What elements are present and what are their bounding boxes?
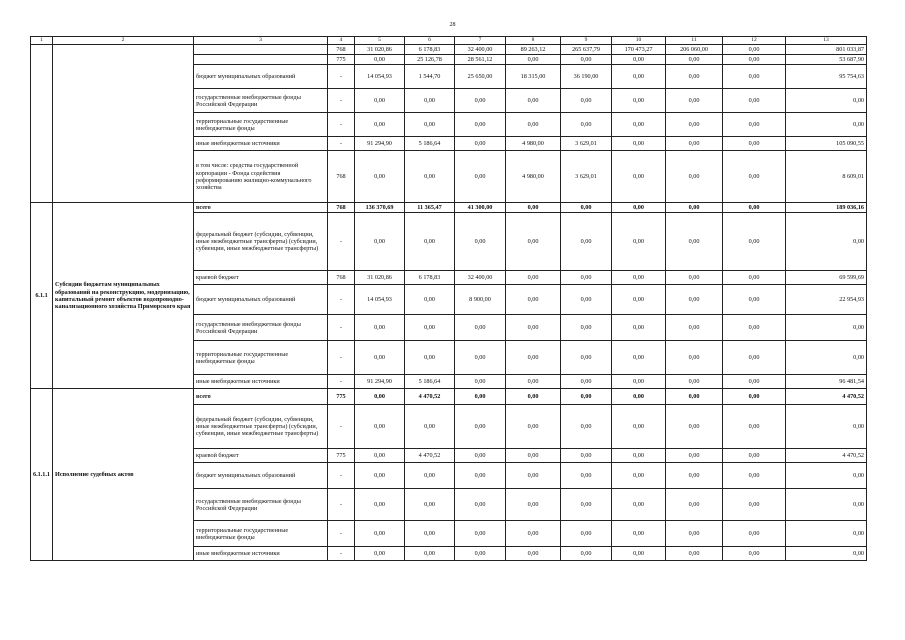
amount-cell: 0,00 <box>612 271 666 285</box>
amount-cell: 31 020,86 <box>355 45 405 55</box>
table-row <box>31 203 867 213</box>
amount-cell: 0,00 <box>405 489 455 521</box>
amount-cell: 0,00 <box>455 489 506 521</box>
budget-code: - <box>328 521 355 547</box>
amount-cell: 0,00 <box>666 55 723 65</box>
funding-source: государственные внебюджетные фонды Российской Федерации <box>194 89 328 113</box>
amount-cell: 0,00 <box>612 521 666 547</box>
amount-cell: 0,00 <box>723 213 786 271</box>
funding-source: государственные внебюджетные фонды Российской Федерации <box>194 489 328 521</box>
funding-source: государственные внебюджетные фонды Российской Федерации <box>194 315 328 341</box>
amount-cell: 0,00 <box>455 315 506 341</box>
amount-cell: 0,00 <box>455 547 506 561</box>
amount-cell: 0,00 <box>506 405 561 449</box>
table-row <box>31 389 867 405</box>
amount-cell: 0,00 <box>786 521 867 547</box>
amount-cell: 0,00 <box>723 65 786 89</box>
amount-cell: 0,00 <box>405 547 455 561</box>
column-header: 5 <box>355 37 405 45</box>
amount-cell: 0,00 <box>506 213 561 271</box>
budget-code: - <box>328 489 355 521</box>
measure-name: Исполнение судебных актов <box>53 389 194 561</box>
amount-cell: 105 090,55 <box>786 137 867 151</box>
amount-cell: 0,00 <box>561 521 612 547</box>
amount-cell: 0,00 <box>723 389 786 405</box>
amount-cell: 0,00 <box>723 113 786 137</box>
amount-cell: 0,00 <box>455 463 506 489</box>
amount-cell: 4 470,52 <box>405 389 455 405</box>
amount-cell: 801 033,87 <box>786 45 867 55</box>
funding-source: территориальные государственные внебюджетные фонды <box>194 113 328 137</box>
amount-cell: 6 178,83 <box>405 271 455 285</box>
amount-cell: 0,00 <box>786 315 867 341</box>
amount-cell: 0,00 <box>561 113 612 137</box>
amount-cell: 89 263,12 <box>506 45 561 55</box>
amount-cell: 6 178,83 <box>405 45 455 55</box>
amount-cell: 4 980,00 <box>506 151 561 203</box>
amount-cell: 0,00 <box>506 55 561 65</box>
budget-code: 775 <box>328 449 355 463</box>
amount-cell: 136 370,69 <box>355 203 405 213</box>
amount-cell: 0,00 <box>786 113 867 137</box>
measure-name <box>53 45 194 203</box>
amount-cell: 0,00 <box>666 65 723 89</box>
budget-code: 775 <box>328 389 355 405</box>
amount-cell: 0,00 <box>786 489 867 521</box>
budget-code: - <box>328 137 355 151</box>
amount-cell: 0,00 <box>405 151 455 203</box>
budget-code: - <box>328 405 355 449</box>
amount-cell: 0,00 <box>355 151 405 203</box>
amount-cell: 3 629,01 <box>561 151 612 203</box>
amount-cell: 0,00 <box>561 55 612 65</box>
budget-code: - <box>328 463 355 489</box>
header-row <box>31 37 867 45</box>
column-header: 13 <box>786 37 867 45</box>
amount-cell: 0,00 <box>723 405 786 449</box>
amount-cell: 91 294,90 <box>355 137 405 151</box>
amount-cell: 0,00 <box>355 449 405 463</box>
amount-cell: 0,00 <box>723 547 786 561</box>
amount-cell: 0,00 <box>723 489 786 521</box>
amount-cell: 95 754,63 <box>786 65 867 89</box>
amount-cell: 0,00 <box>455 89 506 113</box>
budget-code: - <box>328 113 355 137</box>
amount-cell: 0,00 <box>561 271 612 285</box>
amount-cell: 25 126,78 <box>405 55 455 65</box>
budget-code: 768 <box>328 271 355 285</box>
amount-cell: 0,00 <box>355 213 405 271</box>
amount-cell: 32 400,00 <box>455 271 506 285</box>
amount-cell: 0,00 <box>666 521 723 547</box>
amount-cell: 0,00 <box>612 463 666 489</box>
amount-cell: 0,00 <box>723 449 786 463</box>
amount-cell: 0,00 <box>405 463 455 489</box>
amount-cell: 0,00 <box>506 463 561 489</box>
amount-cell: 0,00 <box>723 151 786 203</box>
amount-cell: 0,00 <box>506 375 561 389</box>
amount-cell: 265 637,79 <box>561 45 612 55</box>
amount-cell: 0,00 <box>666 285 723 315</box>
amount-cell: 91 294,90 <box>355 375 405 389</box>
amount-cell: 0,00 <box>405 113 455 137</box>
amount-cell: 25 650,00 <box>455 65 506 89</box>
table-row <box>31 45 867 55</box>
amount-cell: 0,00 <box>561 213 612 271</box>
amount-cell: 0,00 <box>612 389 666 405</box>
amount-cell: 0,00 <box>666 213 723 271</box>
column-header: 8 <box>506 37 561 45</box>
amount-cell: 0,00 <box>666 489 723 521</box>
amount-cell: 0,00 <box>455 521 506 547</box>
table-body <box>31 37 867 561</box>
amount-cell: 0,00 <box>612 489 666 521</box>
column-header: 7 <box>455 37 506 45</box>
funding-source <box>194 55 328 65</box>
amount-cell: 0,00 <box>355 341 405 375</box>
budget-code: - <box>328 341 355 375</box>
amount-cell: 0,00 <box>506 389 561 405</box>
amount-cell: 0,00 <box>666 137 723 151</box>
amount-cell: 0,00 <box>405 213 455 271</box>
amount-cell: 0,00 <box>355 55 405 65</box>
amount-cell: 0,00 <box>455 113 506 137</box>
column-header: 9 <box>561 37 612 45</box>
amount-cell: 0,00 <box>455 341 506 375</box>
budget-code: - <box>328 547 355 561</box>
funding-source: всего <box>194 389 328 405</box>
budget-code: - <box>328 315 355 341</box>
page-number: 28 <box>449 22 456 28</box>
amount-cell: 0,00 <box>612 341 666 375</box>
amount-cell: 0,00 <box>506 521 561 547</box>
amount-cell: 0,00 <box>666 89 723 113</box>
column-header: 6 <box>405 37 455 45</box>
amount-cell: 0,00 <box>506 203 561 213</box>
amount-cell: 0,00 <box>666 203 723 213</box>
funding-source: краевой бюджет <box>194 271 328 285</box>
amount-cell: 0,00 <box>355 405 405 449</box>
amount-cell: 0,00 <box>355 389 405 405</box>
amount-cell: 0,00 <box>506 113 561 137</box>
funding-source: федеральный бюджет (субсидии, субвенции, иные межбюджетные трансферты) (субсидии, субвенции, иные межбюджетные трансферты) <box>194 405 328 449</box>
amount-cell: 0,00 <box>561 375 612 389</box>
amount-cell: 0,00 <box>723 285 786 315</box>
amount-cell: 0,00 <box>561 449 612 463</box>
amount-cell: 0,00 <box>612 89 666 113</box>
amount-cell: 0,00 <box>666 547 723 561</box>
amount-cell: 53 687,90 <box>786 55 867 65</box>
amount-cell: 0,00 <box>455 389 506 405</box>
amount-cell: 0,00 <box>612 55 666 65</box>
amount-cell: 170 473,27 <box>612 45 666 55</box>
budget-code: 768 <box>328 151 355 203</box>
column-header: 1 <box>31 37 53 45</box>
column-header: 4 <box>328 37 355 45</box>
amount-cell: 0,00 <box>455 375 506 389</box>
amount-cell: 0,00 <box>723 521 786 547</box>
column-header: 3 <box>194 37 328 45</box>
amount-cell: 0,00 <box>405 341 455 375</box>
amount-cell: 0,00 <box>666 375 723 389</box>
amount-cell: 0,00 <box>506 547 561 561</box>
amount-cell: 0,00 <box>612 65 666 89</box>
amount-cell: 0,00 <box>455 151 506 203</box>
amount-cell: 0,00 <box>506 449 561 463</box>
amount-cell: 0,00 <box>612 315 666 341</box>
amount-cell: 189 036,16 <box>786 203 867 213</box>
amount-cell: 0,00 <box>612 203 666 213</box>
amount-cell: 0,00 <box>666 271 723 285</box>
amount-cell: 14 054,93 <box>355 285 405 315</box>
measure-name: Субсидии бюджетам муниципальных образований на реконструкцию, модернизацию, капитальный ремонт объектов водопроводно-канализационного хозяйства Приморского края <box>53 203 194 389</box>
amount-cell: 1 544,70 <box>405 65 455 89</box>
amount-cell: 0,00 <box>723 375 786 389</box>
amount-cell: 206 060,00 <box>666 45 723 55</box>
amount-cell: 8 609,01 <box>786 151 867 203</box>
column-header: 11 <box>666 37 723 45</box>
amount-cell: 4 470,52 <box>786 449 867 463</box>
amount-cell: 0,00 <box>506 89 561 113</box>
amount-cell: 0,00 <box>506 489 561 521</box>
amount-cell: 0,00 <box>786 547 867 561</box>
amount-cell: 0,00 <box>666 449 723 463</box>
amount-cell: 0,00 <box>666 389 723 405</box>
amount-cell: 0,00 <box>405 315 455 341</box>
amount-cell: 0,00 <box>355 315 405 341</box>
amount-cell: 5 186,64 <box>405 375 455 389</box>
amount-cell: 96 481,54 <box>786 375 867 389</box>
amount-cell: 41 300,00 <box>455 203 506 213</box>
amount-cell: 3 629,01 <box>561 137 612 151</box>
amount-cell: 0,00 <box>723 341 786 375</box>
amount-cell: 0,00 <box>666 113 723 137</box>
amount-cell: 0,00 <box>612 151 666 203</box>
amount-cell: 0,00 <box>612 285 666 315</box>
funding-source: краевой бюджет <box>194 449 328 463</box>
amount-cell: 0,00 <box>666 151 723 203</box>
amount-cell: 0,00 <box>405 89 455 113</box>
budget-code: - <box>328 89 355 113</box>
funding-source: бюджет муниципальных образований <box>194 65 328 89</box>
amount-cell: 0,00 <box>355 547 405 561</box>
amount-cell: 0,00 <box>506 315 561 341</box>
row-number: 6.1.1.1 <box>31 389 53 561</box>
amount-cell: 0,00 <box>561 341 612 375</box>
amount-cell: 0,00 <box>666 341 723 375</box>
amount-cell: 0,00 <box>666 463 723 489</box>
funding-source <box>194 45 328 55</box>
amount-cell: 0,00 <box>723 55 786 65</box>
amount-cell: 0,00 <box>506 341 561 375</box>
funding-source: в том числе: средства государственной корпорации - Фонда содействия реформированию жилищно-коммунального хозяйства <box>194 151 328 203</box>
amount-cell: 0,00 <box>612 449 666 463</box>
column-header: 2 <box>53 37 194 45</box>
amount-cell: 0,00 <box>612 213 666 271</box>
amount-cell: 0,00 <box>786 341 867 375</box>
amount-cell: 69 599,69 <box>786 271 867 285</box>
amount-cell: 0,00 <box>405 521 455 547</box>
amount-cell: 0,00 <box>786 89 867 113</box>
funding-source: бюджет муниципальных образований <box>194 285 328 315</box>
amount-cell: 0,00 <box>506 285 561 315</box>
amount-cell: 0,00 <box>612 547 666 561</box>
amount-cell: 4 470,52 <box>405 449 455 463</box>
funding-source: иные внебюджетные источники <box>194 375 328 389</box>
amount-cell: 36 190,00 <box>561 65 612 89</box>
amount-cell: 0,00 <box>455 137 506 151</box>
amount-cell: 4 980,00 <box>506 137 561 151</box>
amount-cell: 28 561,12 <box>455 55 506 65</box>
amount-cell: 0,00 <box>786 405 867 449</box>
amount-cell: 0,00 <box>355 89 405 113</box>
funding-source: всего <box>194 203 328 213</box>
amount-cell: 0,00 <box>405 405 455 449</box>
amount-cell: 0,00 <box>455 449 506 463</box>
amount-cell: 0,00 <box>355 521 405 547</box>
amount-cell: 18 315,00 <box>506 65 561 89</box>
amount-cell: 0,00 <box>405 285 455 315</box>
amount-cell: 0,00 <box>612 375 666 389</box>
amount-cell: 0,00 <box>786 213 867 271</box>
funding-source: иные внебюджетные источники <box>194 547 328 561</box>
amount-cell: 0,00 <box>612 405 666 449</box>
funding-source: территориальные государственные внебюджетные фонды <box>194 521 328 547</box>
amount-cell: 0,00 <box>561 489 612 521</box>
amount-cell: 0,00 <box>723 137 786 151</box>
amount-cell: 0,00 <box>786 463 867 489</box>
row-number <box>31 45 53 203</box>
budget-table <box>30 36 867 561</box>
budget-code: - <box>328 213 355 271</box>
funding-source: федеральный бюджет (субсидии, субвенции, иные межбюджетные трансферты) (субсидии, субвенции, иные межбюджетные трансферты) <box>194 213 328 271</box>
amount-cell: 32 400,00 <box>455 45 506 55</box>
budget-code: 768 <box>328 45 355 55</box>
amount-cell: 0,00 <box>455 405 506 449</box>
amount-cell: 0,00 <box>723 203 786 213</box>
budget-code: 768 <box>328 203 355 213</box>
amount-cell: 0,00 <box>355 113 405 137</box>
amount-cell: 0,00 <box>723 45 786 55</box>
amount-cell: 0,00 <box>455 213 506 271</box>
budget-code: - <box>328 375 355 389</box>
amount-cell: 0,00 <box>666 315 723 341</box>
amount-cell: 0,00 <box>561 203 612 213</box>
row-number: 6.1.1 <box>31 203 53 389</box>
funding-source: территориальные государственные внебюджетные фонды <box>194 341 328 375</box>
budget-code: 775 <box>328 55 355 65</box>
budget-code: - <box>328 65 355 89</box>
amount-cell: 0,00 <box>561 89 612 113</box>
amount-cell: 14 054,93 <box>355 65 405 89</box>
amount-cell: 0,00 <box>561 547 612 561</box>
budget-code: - <box>328 285 355 315</box>
amount-cell: 4 470,52 <box>786 389 867 405</box>
amount-cell: 0,00 <box>723 315 786 341</box>
amount-cell: 0,00 <box>355 489 405 521</box>
amount-cell: 0,00 <box>561 389 612 405</box>
amount-cell: 0,00 <box>723 89 786 113</box>
funding-source: иные внебюджетные источники <box>194 137 328 151</box>
amount-cell: 0,00 <box>355 463 405 489</box>
amount-cell: 22 954,93 <box>786 285 867 315</box>
amount-cell: 0,00 <box>561 405 612 449</box>
amount-cell: 5 186,64 <box>405 137 455 151</box>
amount-cell: 11 365,47 <box>405 203 455 213</box>
amount-cell: 31 020,86 <box>355 271 405 285</box>
amount-cell: 0,00 <box>666 405 723 449</box>
funding-source: бюджет муниципальных образований <box>194 463 328 489</box>
amount-cell: 0,00 <box>723 463 786 489</box>
amount-cell: 0,00 <box>561 285 612 315</box>
amount-cell: 0,00 <box>612 113 666 137</box>
column-header: 10 <box>612 37 666 45</box>
amount-cell: 0,00 <box>561 463 612 489</box>
amount-cell: 0,00 <box>612 137 666 151</box>
amount-cell: 0,00 <box>723 271 786 285</box>
amount-cell: 0,00 <box>561 315 612 341</box>
amount-cell: 0,00 <box>506 271 561 285</box>
column-header: 12 <box>723 37 786 45</box>
amount-cell: 8 900,00 <box>455 285 506 315</box>
